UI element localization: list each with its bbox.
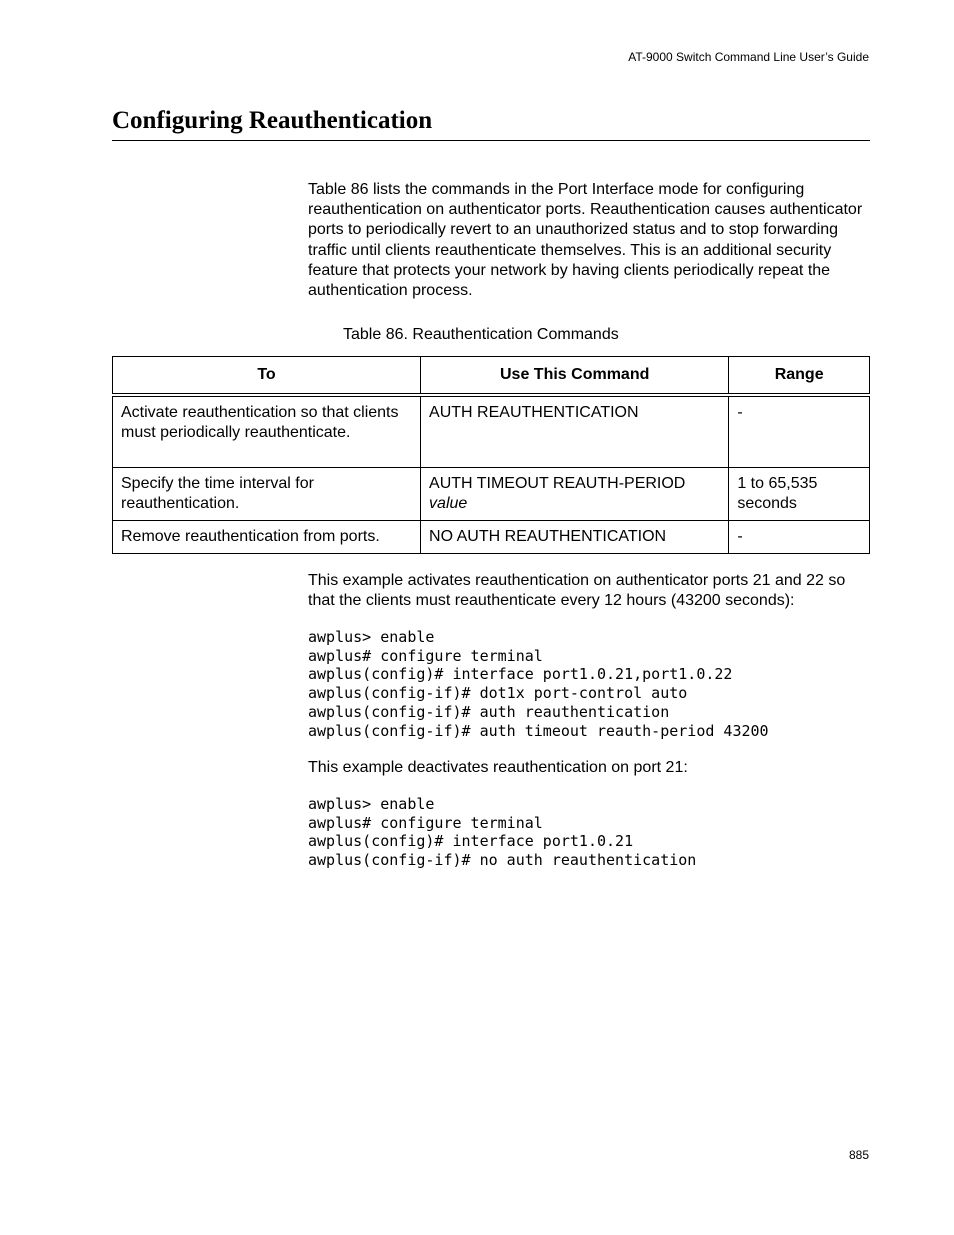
code-line: awplus(config)# interface port1.0.21,port1.0.22 xyxy=(308,665,733,684)
code-line: awplus(config-if)# auth reauthentication xyxy=(308,702,670,721)
cell-to: Specify the time interval for reauthentication. xyxy=(113,467,421,520)
code-line: awplus(config-if)# auth timeout reauth-period 43200 xyxy=(308,721,769,740)
cell-command xyxy=(421,467,729,520)
cell-range: - xyxy=(729,395,870,467)
running-header: AT-9000 Switch Command Line User’s Guide xyxy=(628,50,869,64)
table-row xyxy=(113,467,870,520)
title-rule xyxy=(112,140,870,141)
header-range: Range xyxy=(729,357,870,396)
code-line: awplus> enable xyxy=(308,795,435,813)
example1-code xyxy=(308,628,769,740)
code-line: awplus(config-if)# no auth reauthentication xyxy=(308,851,697,870)
example1-text: This example activates reauthentication on authenticator ports 21 and 22 so that the clients must reauthenticate every 12 hours (43200 seconds): xyxy=(308,572,846,610)
table-row xyxy=(113,520,870,553)
code-line: awplus(config)# interface port1.0.21 xyxy=(308,832,634,851)
page-number: 885 xyxy=(848,1148,869,1162)
code-line: awplus(config-if)# dot1x port-control auto xyxy=(308,684,688,703)
section-title: Configuring Reauthentication xyxy=(112,107,433,134)
header-to: To xyxy=(113,357,421,396)
cell-to: Remove reauthentication from ports. xyxy=(113,520,421,553)
cell-command xyxy=(421,395,729,467)
table-row xyxy=(113,395,870,467)
table-header-row xyxy=(113,357,870,396)
command-text: AUTH REAUTHENTICATION xyxy=(429,404,639,421)
cell-to: Activate reauthentication so that clients must periodically reauthenticate. xyxy=(113,395,421,467)
code-line: awplus# configure terminal xyxy=(308,813,543,832)
header-command: Use This Command xyxy=(421,357,729,396)
commands-table xyxy=(112,356,870,554)
intro-paragraph: Table 86 lists the commands in the Port Interface mode for configuring reauthentication on authenticator ports. Reauthentication causes authenticator ports to periodically revert to an unauthorized status and to stop forwarding traffic until clients reauthenticate themselves. This is an additional security feature that protects your network by having clients periodically repeat the authentication process. xyxy=(308,181,863,300)
example2-code xyxy=(308,795,696,870)
command-value: value xyxy=(429,494,468,512)
command-text: AUTH TIMEOUT REAUTH-PERIOD xyxy=(429,474,686,492)
command-text: NO AUTH REAUTHENTICATION xyxy=(429,527,667,545)
code-line: awplus# configure terminal xyxy=(308,646,543,665)
table-caption: Table 86. Reauthentication Commands xyxy=(343,326,619,343)
code-line: awplus> enable xyxy=(308,628,435,646)
cell-range: 1 to 65,535 seconds xyxy=(729,467,870,520)
example2-text: This example deactivates reauthentication on port 21: xyxy=(308,759,688,776)
cell-command xyxy=(421,520,729,553)
cell-range: - xyxy=(729,520,870,553)
